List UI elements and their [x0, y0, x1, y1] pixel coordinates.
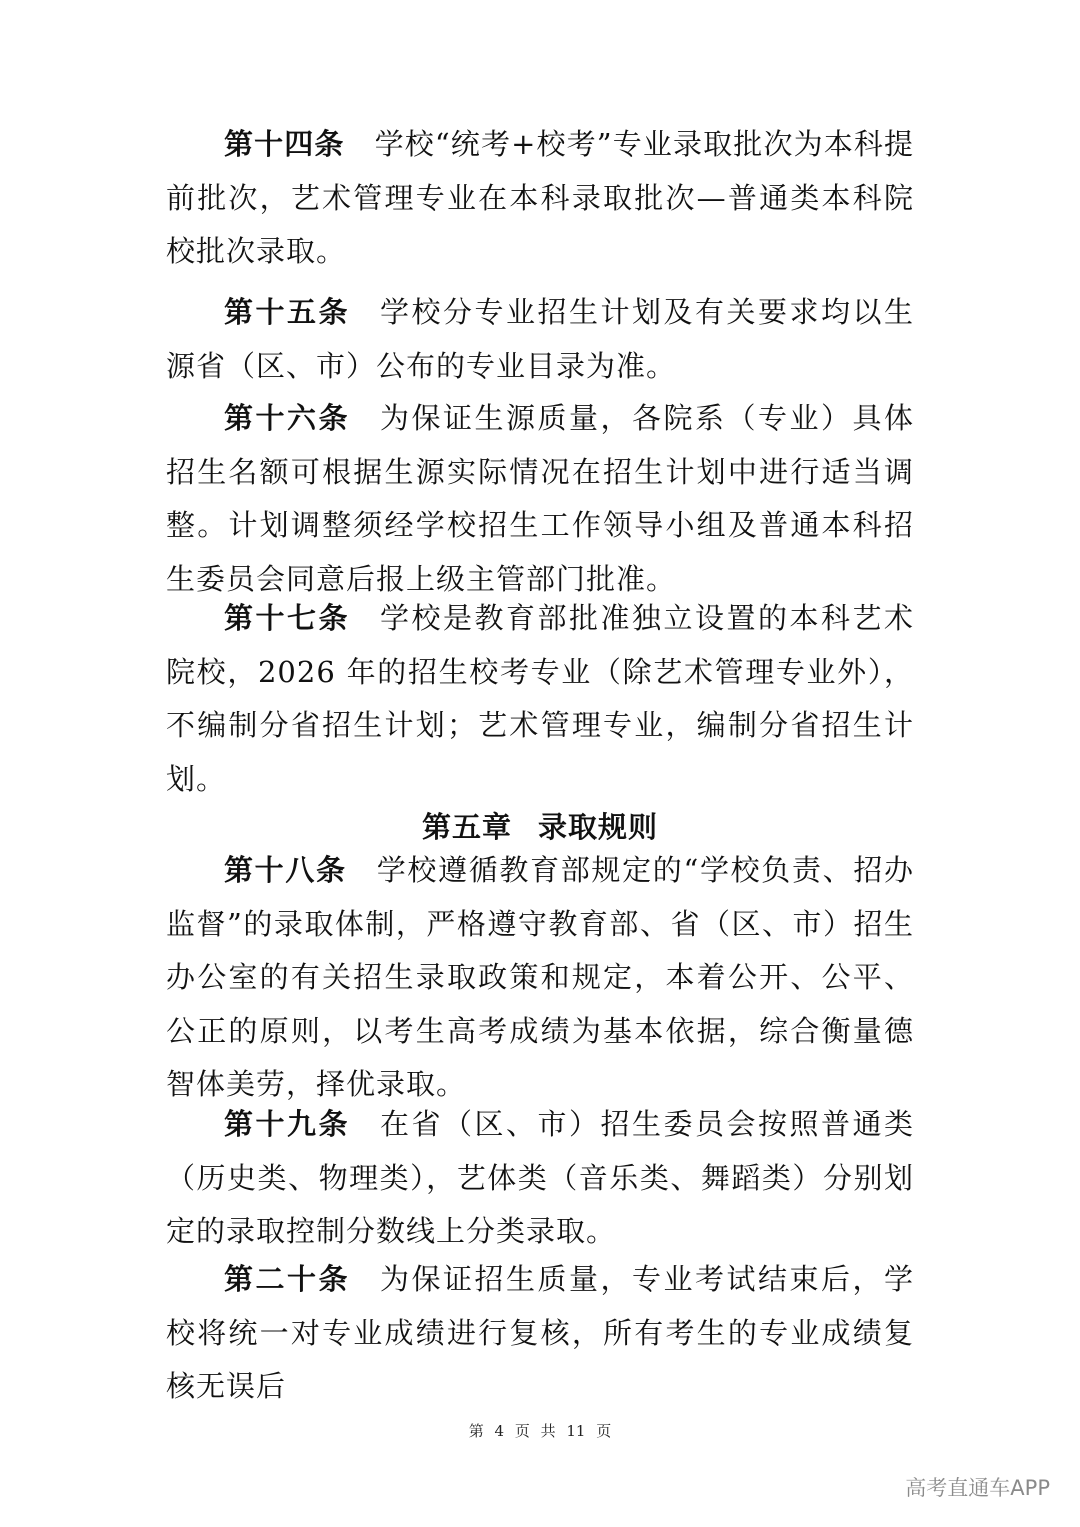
article-15: [166, 286, 914, 393]
watermark: 高考直通车APP: [905, 1476, 1050, 1500]
article-14: [166, 118, 914, 279]
article-body: 在省（区、市）招生委员会按照普通类（历史类、物理类），艺体类（音乐类、舞蹈类）分别划定的录取控制分数线上分类录取。: [166, 1107, 914, 1248]
article-title: 第十九条: [224, 1107, 350, 1141]
article-body: 为保证生源质量，各院系（专业）具体招生名额可根据生源实际情况在招生计划中进行适当调整。计划调整须经学校招生工作领导小组及普通本科招生委员会同意后报上级主管部门批准。: [166, 401, 914, 596]
article-title: 第二十条: [224, 1262, 350, 1296]
page-label-prefix: 第: [468, 1422, 484, 1440]
article-title: 第十五条: [224, 295, 350, 329]
article-16: [166, 392, 914, 606]
article-17: [166, 592, 914, 806]
article-title: 第十四条: [224, 127, 345, 161]
article-20: [166, 1253, 914, 1414]
chapter-heading: [0, 805, 1080, 846]
chapter-number: 第五章: [421, 810, 512, 844]
article-18: [166, 844, 914, 1112]
page-current: 4: [494, 1422, 505, 1440]
page-label-mid: 页 共: [514, 1422, 556, 1440]
article-body: 学校分专业招生计划及有关要求均以生源省（区、市）公布的专业目录为准。: [166, 295, 914, 383]
page-total: 11: [566, 1422, 586, 1440]
article-body: 为保证招生质量，专业考试结束后，学校将统一对专业成绩进行复核，所有考生的专业成绩复核无误后: [166, 1262, 914, 1403]
article-19: [166, 1098, 914, 1259]
article-title: 第十七条: [224, 601, 350, 635]
page-number-footer: [0, 1420, 1080, 1441]
article-title: 第十六条: [224, 401, 350, 435]
article-title: 第十八条: [224, 853, 347, 887]
article-body: 学校“统考+校考”专业录取批次为本科提前批次，艺术管理专业在本科录取批次—普通类本科院校批次录取。: [166, 127, 914, 268]
chapter-name: 录取规则: [538, 810, 659, 844]
article-body: 学校是教育部批准独立设置的本科艺术院校，2026 年的招生校考专业（除艺术管理专业外），不编制分省招生计划；艺术管理专业，编制分省招生计划。: [166, 601, 914, 796]
page-label-suffix: 页: [596, 1422, 612, 1440]
article-body: 学校遵循教育部规定的“学校负责、招办监督”的录取体制，严格遵守教育部、省（区、市）招生办公室的有关招生录取政策和规定，本着公开、公平、公正的原则，以考生高考成绩为基本依据，综合衡量德智体美劳，择优录取。: [166, 853, 914, 1101]
